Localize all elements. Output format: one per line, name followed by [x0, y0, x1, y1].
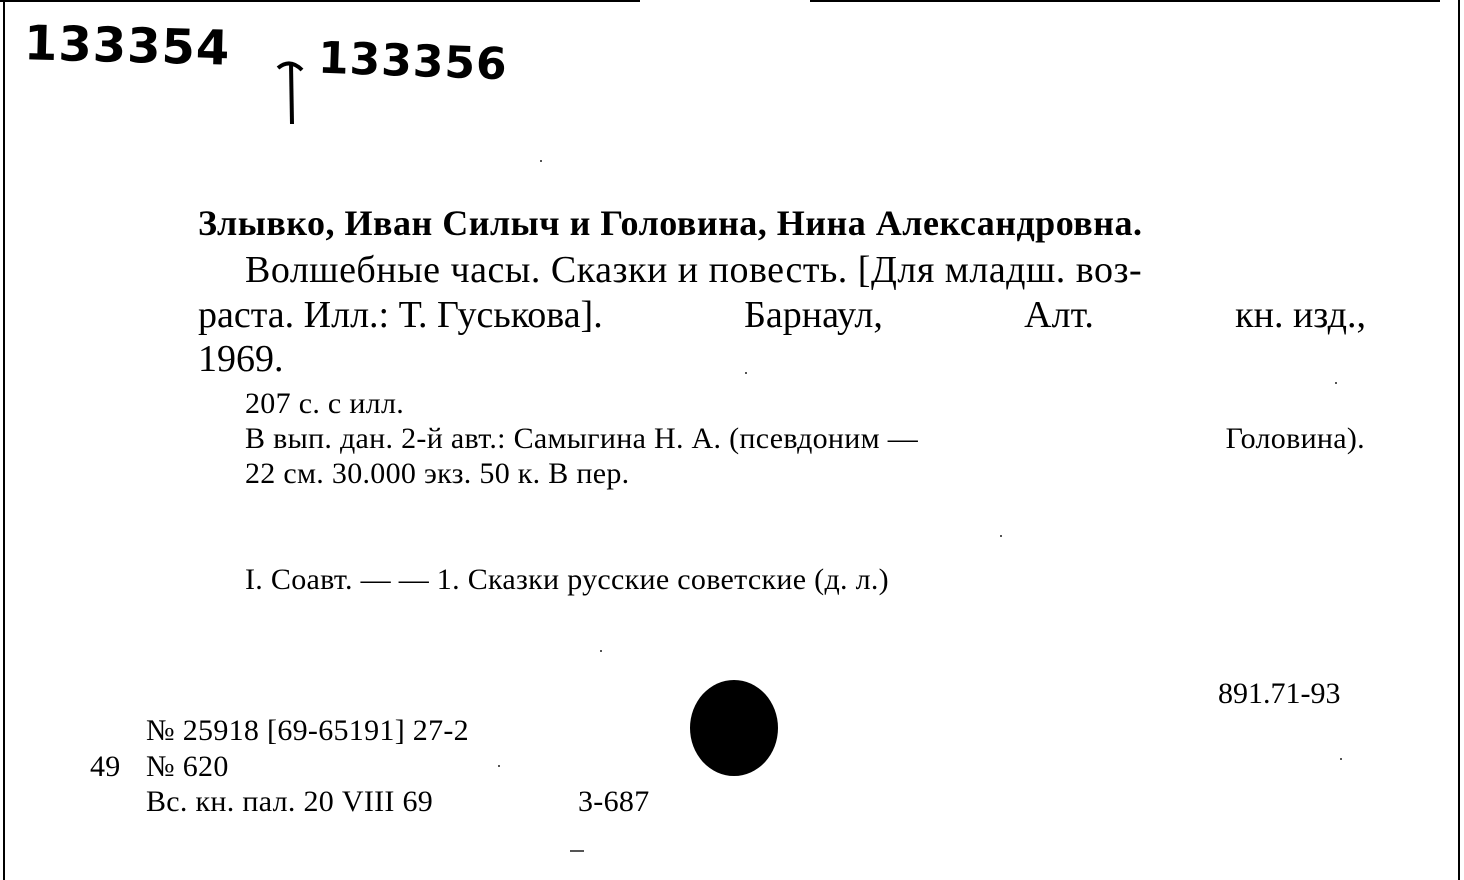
card-top-edge	[0, 0, 640, 2]
author-note-pseudonym: Головина).	[1225, 422, 1365, 455]
author-note	[245, 424, 1365, 454]
card-right-edge	[1458, 0, 1460, 880]
handwritten-range-end: 133356	[317, 32, 509, 91]
title-line: Волшебные часы. Сказки и повесть. [Для младш. воз-	[245, 249, 1143, 291]
scan-speck	[540, 160, 542, 162]
handwritten-range-start: 133354	[23, 15, 232, 77]
punch-hole	[690, 680, 778, 776]
scan-speck	[1335, 382, 1337, 384]
author-heading: Злывко, Иван Силыч и Головина, Нина Александровна.	[198, 203, 1143, 243]
scan-speck	[570, 850, 584, 852]
publication-year: 1969.	[198, 338, 284, 380]
classification-number: 891.71-93	[1218, 677, 1341, 710]
pages-note: 207 с. с илл.	[245, 387, 405, 420]
publication-illustrator: раста. Илл.: Т. Гуськова].	[198, 294, 603, 336]
card-top-edge-right	[810, 0, 1440, 2]
scan-speck	[1340, 758, 1342, 760]
tracing-line: I. Соавт. — — 1. Сказки русские советские (д. л.)	[245, 563, 889, 596]
handwritten-arrow-icon	[272, 48, 312, 128]
scan-speck	[745, 372, 747, 374]
publication-city: Барнаул,	[744, 294, 883, 336]
price-code: 3-687	[578, 785, 650, 818]
scan-speck	[1000, 535, 1002, 537]
card-prefix-number: 49	[90, 750, 121, 783]
scan-speck	[498, 765, 500, 767]
scan-speck	[600, 650, 602, 652]
publication-line	[198, 296, 1366, 334]
book-chamber-stamp: Вс. кн. пал. 20 VIII 69	[146, 785, 434, 818]
card-left-edge	[3, 0, 5, 880]
physical-description: 22 см. 30.000 экз. 50 к. В пер.	[245, 457, 630, 490]
author-note-text: В вып. дан. 2-й авт.: Самыгина Н. А. (псевдоним —	[245, 422, 919, 455]
card-number: № 620	[146, 750, 229, 783]
publication-publisher-b: кн. изд.,	[1235, 294, 1366, 336]
record-number: № 25918 [69-65191] 27-2	[146, 714, 469, 747]
publication-publisher-a: Алт.	[1024, 294, 1094, 336]
